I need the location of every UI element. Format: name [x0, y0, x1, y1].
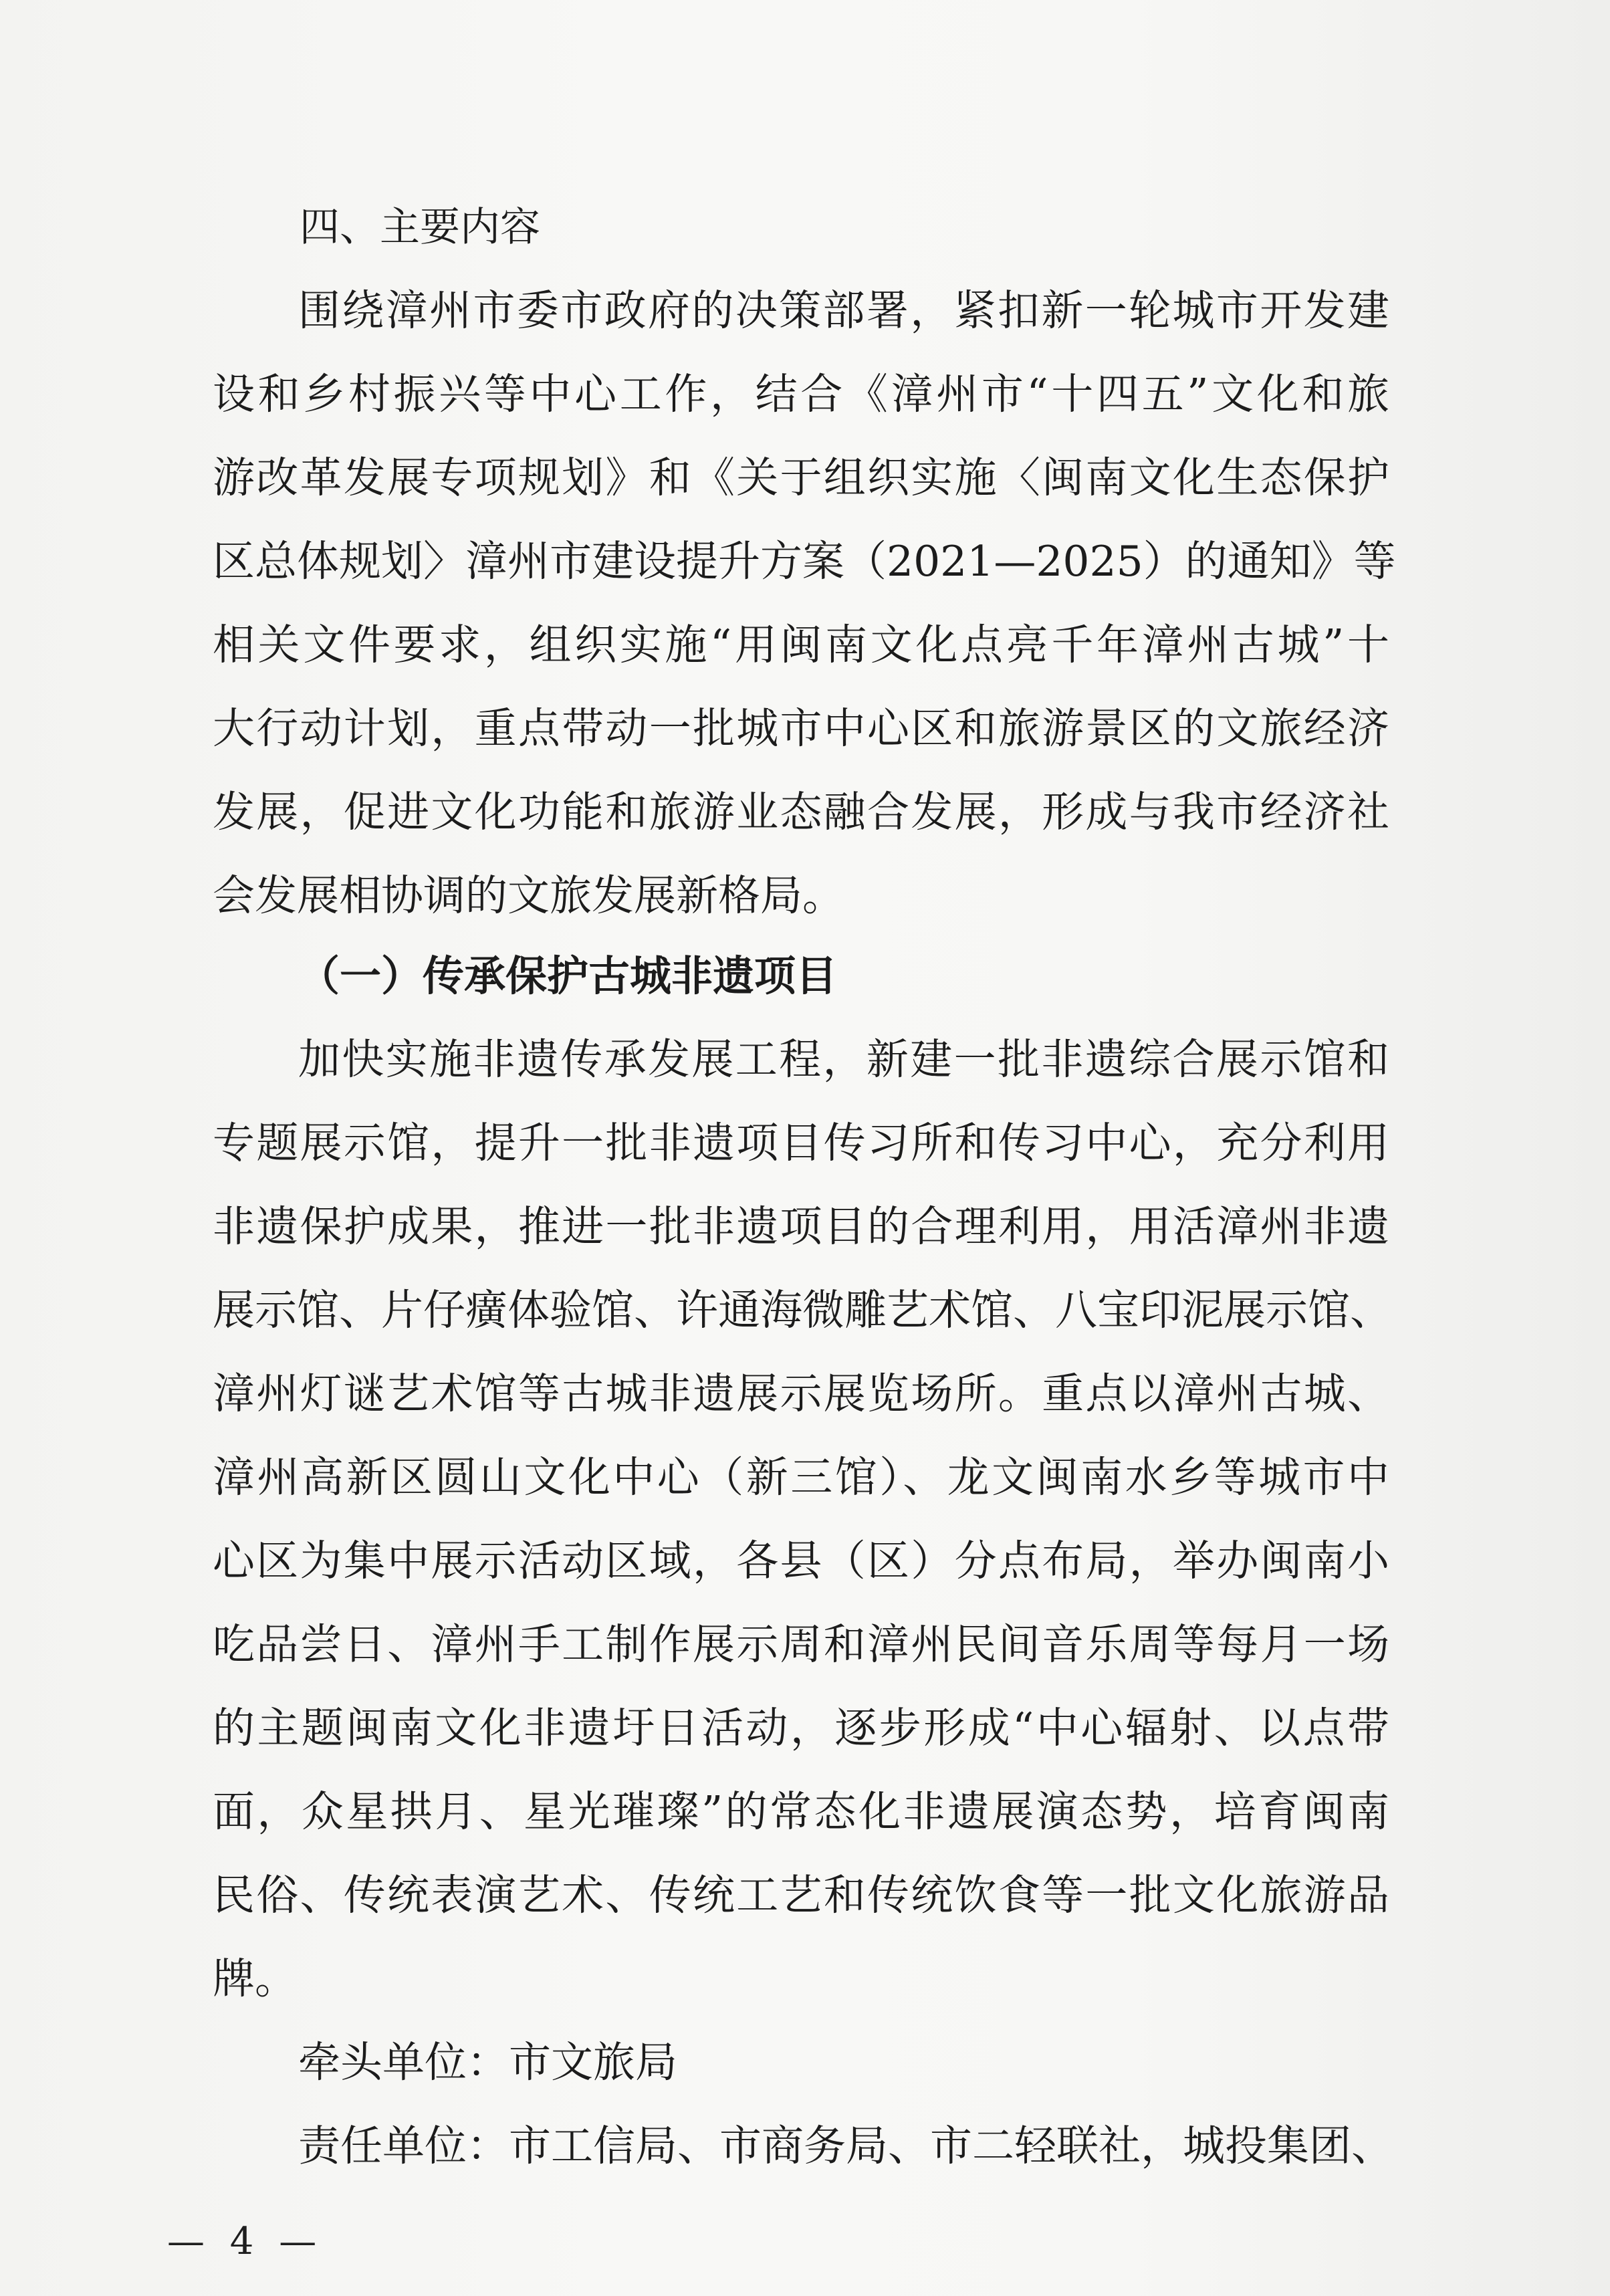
paragraph-line: 发展，促进文化功能和旅游业态融合发展，形成与我市经济社 — [213, 788, 1389, 836]
paragraph-line: 围绕漳州市委市政府的决策部署，紧扣新一轮城市开发建 — [298, 286, 1389, 335]
paragraph-line: 相关文件要求，组织实施“用闽南文化点亮千年漳州古城”十 — [213, 620, 1389, 669]
paragraph-line: 游改革发展专项规划》和《关于组织实施〈闽南文化生态保护 — [213, 453, 1389, 502]
paragraph-line: 漳州灯谜艺术馆等古城非遗展示展览场所。重点以漳州古城、 — [213, 1369, 1389, 1418]
paragraph-line: 加快实施非遗传承发展工程，新建一批非遗综合展示馆和 — [298, 1035, 1389, 1084]
section-heading: 四、主要内容 — [300, 204, 540, 251]
paragraph-line: 非遗保护成果，推进一批非遗项目的合理利用，用活漳州非遗 — [213, 1202, 1389, 1251]
paragraph-line: 民俗、传统表演艺术、传统工艺和传统饮食等一批文化旅游品 — [213, 1871, 1389, 1920]
paragraph-line: 区总体规划〉漳州市建设提升方案（2021—2025）的通知》等 — [213, 537, 1396, 586]
paragraph-line: 展示馆、片仔癀体验馆、许通海微雕艺术馆、八宝印泥展示馆、 — [213, 1286, 1392, 1335]
paragraph-line: 牌。 — [213, 1954, 297, 2003]
paragraph-line: 的主题闽南文化非遗圩日活动，逐步形成“中心辐射、以点带 — [213, 1704, 1389, 1752]
paragraph-line: 专题展示馆，提升一批非遗项目传习所和传习中心，充分利用 — [213, 1119, 1389, 1167]
paragraph-line: 面，众星拱月、星光璀璨”的常态化非遗展演态势，培育闽南 — [213, 1787, 1389, 1836]
paragraph-line: 大行动计划，重点带动一批城市中心区和旅游景区的文旅经济 — [213, 704, 1389, 753]
paragraph-line: 漳州高新区圆山文化中心（新三馆）、龙文闽南水乡等城市中 — [213, 1453, 1389, 1502]
paragraph-line: 心区为集中展示活动区域，各县（区）分点布局，举办闽南小 — [213, 1536, 1389, 1585]
responsible-units-line: 责任单位：市工信局、市商务局、市二轻联社，城投集团、 — [298, 2121, 1393, 2170]
paragraph-line: 设和乡村振兴等中心工作，结合《漳州市“十四五”文化和旅 — [213, 370, 1389, 419]
subsection-heading: （一）传承保护古城非遗项目 — [298, 951, 838, 1000]
paragraph-line: 会发展相协调的文旅发展新格局。 — [213, 871, 844, 920]
paragraph-line: 吃品尝日、漳州手工制作展示周和漳州民间音乐周等每月一场 — [213, 1620, 1389, 1669]
lead-unit-line: 牵头单位：市文旅局 — [298, 2038, 677, 2087]
page-number: — 4 — — [167, 2220, 324, 2263]
